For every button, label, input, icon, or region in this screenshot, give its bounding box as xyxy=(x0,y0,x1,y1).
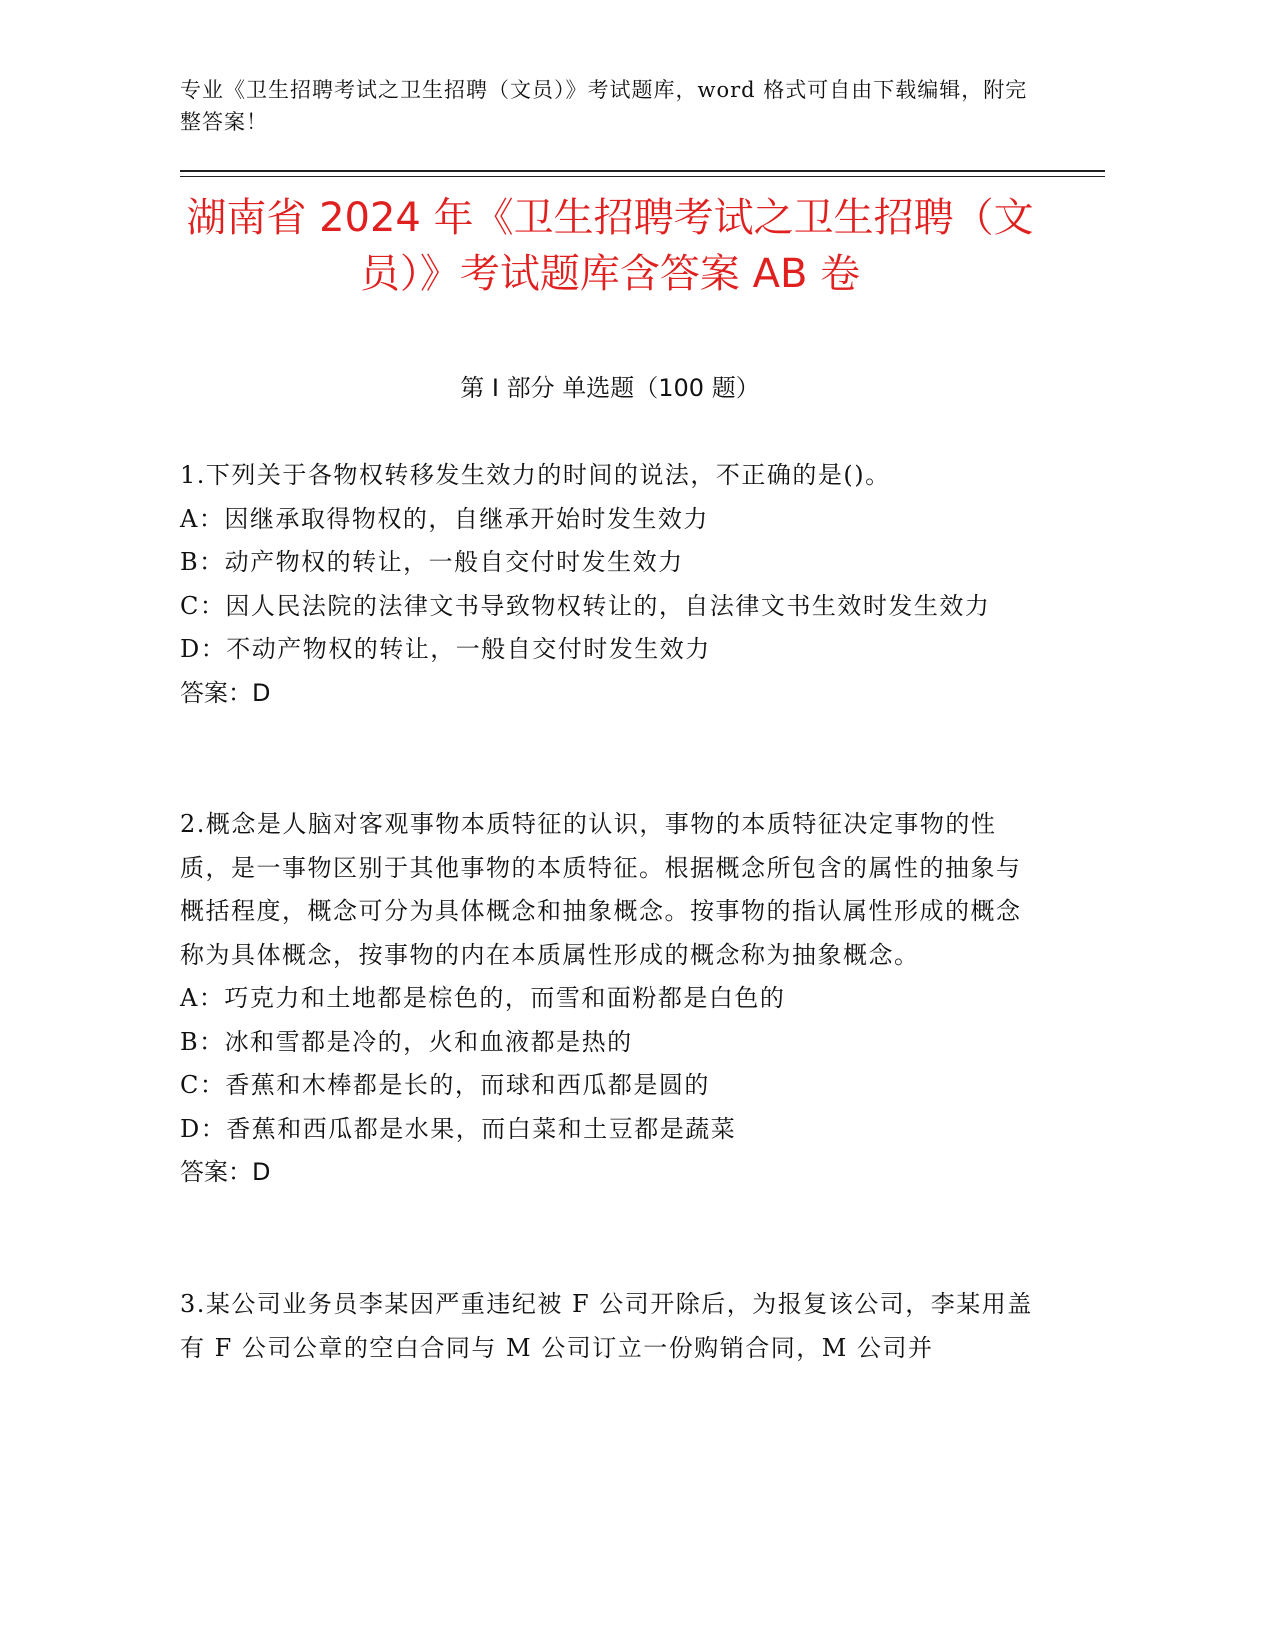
header-rule-thin xyxy=(180,176,1105,177)
question-stem: 2.概念是人脑对客观事物本质特征的认识，事物的本质特征决定事物的性质，是一事物区别于其他事物的本质特征。根据概念所包含的属性的抽象与概括程度，概念可分为具体概念和抽象概念。按事物的指认属性形成的概念称为具体概念，按事物的内在本质属性形成的概念称为抽象概念。 xyxy=(180,810,1022,969)
option-b: B：动产物权的转让，一般自交付时发生效力 xyxy=(180,548,684,576)
question-3 xyxy=(180,1283,1040,1370)
option-c: C：因人民法院的法律文书导致物权转让的，自法律文书生效时发生效力 xyxy=(180,591,991,620)
document-title: 湖南省 2024 年《卫生招聘考试之卫生招聘（文员）》考试题库含答案 AB 卷 xyxy=(186,195,1034,297)
section-title: 第 I 部分 单选题（100 题） xyxy=(460,374,760,402)
answer: 答案：D xyxy=(180,1158,271,1186)
option-a: A：因继承取得物权的，自继承开始时发生效力 xyxy=(180,504,709,533)
option-b: B：冰和雪都是冷的，火和血液都是热的 xyxy=(180,1027,633,1056)
option-d: D：香蕉和西瓜都是水果，而白菜和土豆都是蔬菜 xyxy=(180,1114,737,1143)
question-stem: 1.下列关于各物权转移发生效力的时间的说法，不正确的是()。 xyxy=(180,461,891,489)
question-stem: 3.某公司业务员李某因严重违纪被 F 公司开除后，为报复该公司，李某用盖有 F 公司公章的空白合同与 M 公司订立一份购销合同，M 公司并 xyxy=(180,1290,1033,1362)
header-note: 专业《卫生招聘考试之卫生招聘（文员）》考试题库，word 格式可自由下载编辑，附完整答案！ xyxy=(180,78,1028,134)
question-2 xyxy=(180,803,1040,1195)
option-a: A：巧克力和土地都是棕色的，而雪和面粉都是白色的 xyxy=(180,984,786,1012)
question-1 xyxy=(180,454,1040,715)
header-rule xyxy=(180,170,1105,172)
option-d: D：不动产物权的转让，一般自交付时发生效力 xyxy=(180,635,711,663)
option-c: C：香蕉和木棒都是长的，而球和西瓜都是圆的 xyxy=(180,1071,710,1099)
answer: 答案：D xyxy=(180,678,271,707)
